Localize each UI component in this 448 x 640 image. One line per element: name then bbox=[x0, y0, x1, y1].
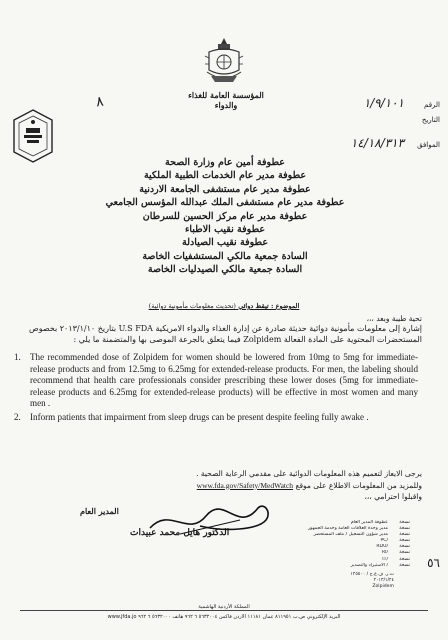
cc-recipient: مدير وحدة العلاقات العامة وخدمة الجمهور bbox=[307, 526, 388, 532]
cc-label: نسخة bbox=[399, 532, 410, 538]
addressee-line: عطوفة مدير عام مركز الحسين للسرطان bbox=[142, 210, 308, 222]
footer-contact: www.jfda.jo البريد الإلكتروني ص.ب ٨١١٩٥١ عمان ١١١٨١ الأردن فاكس ٥٦٣٢٠٠٤ ٦ ٩٦٢ هاتف ٥٦٣٢٠٠٠ ٦ ٩٦٢ bbox=[107, 614, 341, 620]
addressee-list bbox=[70, 156, 380, 277]
list-item bbox=[14, 412, 418, 424]
greeting: تحية طيبة وبعد ،،، bbox=[366, 314, 422, 323]
addressee-line: عطوفة أمين عام وزارة الصحة bbox=[165, 157, 285, 168]
signer-name: الدكتور هايل محمد عبيدات bbox=[130, 528, 230, 538]
cc-recipient: /PC bbox=[380, 538, 388, 544]
recommendation-list bbox=[14, 352, 418, 424]
ref-corresponding-row bbox=[330, 136, 440, 156]
cc-label: نسخة bbox=[399, 538, 410, 544]
cc-recipient: / الاستيراد والتصدير bbox=[350, 562, 388, 568]
addressee-line: السادة جمعية مالكي المستشفيات الخاصة bbox=[142, 250, 308, 262]
addressee-line: عطوفة مدير عام الخدمات الطبية الملكية bbox=[143, 170, 307, 182]
cc-label: نسخة bbox=[399, 550, 410, 556]
list-item-number: 2. bbox=[14, 411, 21, 422]
cc-recipient: /RI bbox=[381, 550, 388, 556]
jordan-coat-of-arms-emblem bbox=[203, 36, 245, 92]
official-stamp-icon bbox=[12, 108, 54, 164]
subject-line bbox=[20, 302, 428, 310]
fda-medwatch-link[interactable]: www.fda.gov/Safety/MedWatch bbox=[196, 480, 294, 490]
reference-block bbox=[330, 96, 440, 156]
internal-reference bbox=[304, 572, 394, 591]
ref-corresponding-value: ١٤/١٨/٣١٣ bbox=[350, 136, 404, 150]
ref-date-row bbox=[330, 116, 440, 136]
intro-paragraph: إشارة إلى معلومات مأمونية دوائية حديثة صادرة عن إدارة الغذاء والدواء الامريكية U.S FDA بتاريخ ٢٠١٣/١/١٠ بخصوص المستحضرات المحتوية على المادة الفعالة Zolpidem فيما يتعلق بالجرعة الموصى بها والمتضمنة ما يلي : bbox=[29, 324, 422, 344]
addressee-line: عطوفة نقيب الاطباء bbox=[184, 224, 266, 236]
ref-number-label: الرقم bbox=[424, 101, 440, 109]
ref-corresponding-label: الموافق bbox=[417, 141, 440, 149]
signer-title: المدير العام bbox=[80, 506, 119, 516]
cc-label: نسخة bbox=[399, 562, 410, 568]
cc-recipient: مدير شؤون التسجيل / ملف المستحضر bbox=[313, 532, 388, 538]
footer-divider bbox=[20, 610, 428, 611]
addressee-line: عطوفة نقيب الصيادلة bbox=[181, 237, 268, 249]
ref-date-label: التاريخ bbox=[421, 116, 440, 124]
closing-instruction: يرجى الايعاز لتعميم هذه المعلومات الدوائية على مقدمي الرعاية الصحية . bbox=[196, 469, 422, 478]
cc-recipient: /RDU bbox=[376, 544, 388, 550]
footer-country: المملكة الأردنية الهاشمية bbox=[198, 604, 250, 610]
closing-more-info bbox=[110, 480, 422, 492]
subject-detail: (تحديث معلومات مأمونية دوائية) bbox=[148, 302, 236, 310]
cc-label: نسخة bbox=[399, 526, 410, 532]
internal-ref-date: ٢٠١٣/١/٢٤ bbox=[373, 578, 394, 584]
ref-number-row bbox=[330, 96, 440, 116]
cc-row bbox=[292, 563, 410, 569]
list-item-number: 1. bbox=[14, 352, 21, 362]
cc-recipient: /IT bbox=[382, 556, 388, 562]
closing-regards: واقبلوا احترامي ،،، bbox=[364, 492, 422, 501]
subject-label: الموضوع : تيقظ دوائي bbox=[238, 302, 300, 310]
internal-ref-product: Zolpidem bbox=[372, 584, 394, 590]
addressee-line: السادة جمعية مالكي الصيدليات الخاصة bbox=[147, 264, 303, 276]
internal-ref-line: ت.ر. ف.ع.ح / ١٢٥٥٠٠ bbox=[350, 572, 394, 577]
list-item bbox=[14, 352, 418, 410]
cc-label: نسخة bbox=[399, 520, 410, 525]
cc-label: نسخة bbox=[399, 556, 410, 562]
cc-list bbox=[292, 520, 410, 569]
addressee-line: عطوفة مدير عام مستشفى الملك عبدالله المؤسس الجامعي bbox=[105, 197, 345, 209]
handwritten-side-number: ٥٦ bbox=[427, 556, 440, 570]
closing-more-info-text: وللمزيد من المعلومات الاطلاع على موقع bbox=[295, 480, 422, 490]
list-item-text: The recommended dose of Zolpidem for women should be lowered from 10mg to 5mg for immediate-release products and from 12.5mg to 6.25mg for extended-release products. For men, the labeling should recommend that health care professionals consider prescribing these lower doses (5mg for immediate-release products and 6.25mg for extended-release products) will be effective in most women and many men . bbox=[30, 352, 418, 409]
ref-number-value: ١/٩/١٠١ bbox=[363, 96, 404, 110]
handwritten-mark: ٨ bbox=[94, 93, 105, 111]
cc-recipient: عطوفة المدير العام bbox=[350, 520, 388, 525]
organization-name: المؤسسة العامة للغذاء والدواء bbox=[188, 90, 264, 110]
addressee-line: عطوفة مدير عام مستشفى الجامعة الاردنية bbox=[139, 183, 311, 195]
list-item-text: Inform patients that impairment from sleep drugs can be present despite feeling fully awake . bbox=[30, 411, 369, 422]
cc-label: نسخة bbox=[399, 544, 410, 550]
